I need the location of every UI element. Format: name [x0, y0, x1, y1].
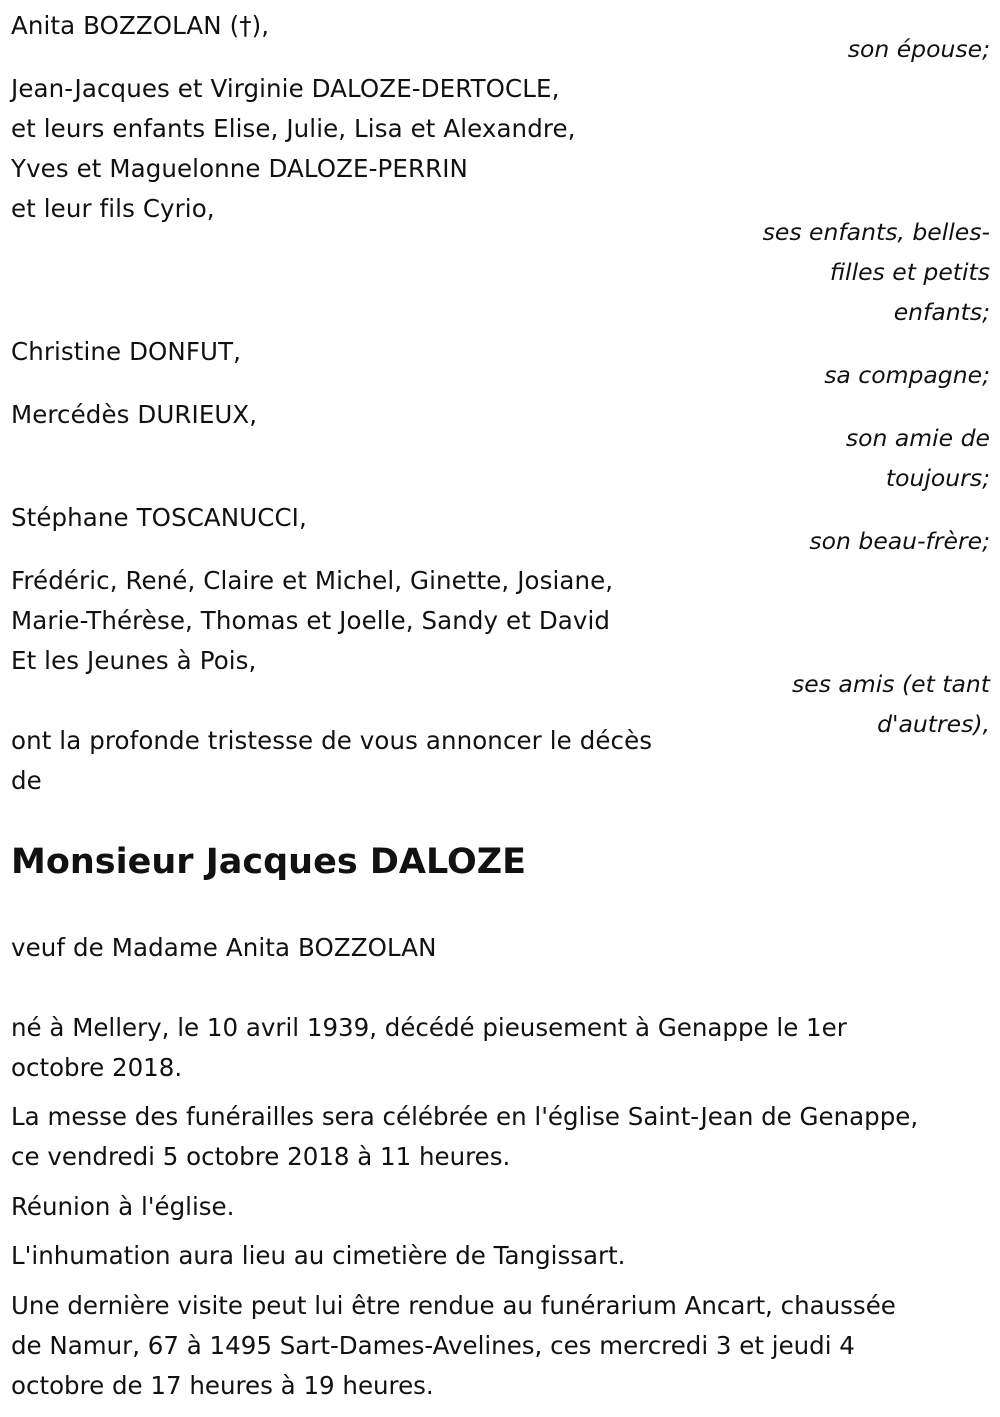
paragraph-line: La messe des funérailles sera célébrée en l'église Saint-Jean de Genappe, [11, 1102, 919, 1131]
family-line: Marie-Thérèse, Thomas et Joelle, Sandy et David [11, 606, 611, 635]
relation-label: son épouse; [847, 35, 990, 63]
relation-label: filles et petits [829, 258, 990, 286]
paragraph-line: octobre 2018. [11, 1053, 183, 1082]
paragraph-line: ce vendredi 5 octobre 2018 à 11 heures. [11, 1142, 511, 1171]
paragraph-line: Réunion à l'église. [11, 1192, 235, 1221]
visit-paragraph [11, 1286, 986, 1406]
announcement-line: de [11, 766, 42, 795]
birth-death-paragraph [11, 1008, 986, 1088]
announcement-line: ont la profonde tristesse de vous annoncer le décès [11, 726, 653, 755]
burial-paragraph [11, 1236, 986, 1276]
family-line: Stéphane TOSCANUCCI, [11, 503, 307, 532]
family-line: Frédéric, René, Claire et Michel, Ginette, Josiane, [11, 566, 614, 595]
paragraph-line: Une dernière visite peut lui être rendue au funérarium Ancart, chaussée [11, 1291, 896, 1320]
family-line: et leur fils Cyrio, [11, 194, 215, 223]
family-line: et leurs enfants Elise, Julie, Lisa et Alexandre, [11, 114, 576, 143]
relation-label: son beau-frère; [809, 527, 990, 555]
family-line: Et les Jeunes à Pois, [11, 646, 257, 675]
paragraph-line: octobre de 17 heures à 19 heures. [11, 1371, 434, 1400]
relation-label: ses amis (et tant [792, 670, 990, 698]
family-line: Anita BOZZOLAN (†), [11, 11, 270, 40]
family-line: Christine DONFUT, [11, 337, 242, 366]
family-line: Mercédès DURIEUX, [11, 400, 258, 429]
relation-label: ses enfants, belles- [762, 218, 990, 246]
relation-label: toujours; [885, 464, 990, 492]
widower-line: veuf de Madame Anita BOZZOLAN [11, 933, 437, 962]
paragraph-line: L'inhumation aura lieu au cimetière de Tangissart. [11, 1241, 626, 1270]
paragraph-line: né à Mellery, le 10 avril 1939, décédé pieusement à Genappe le 1er [11, 1013, 847, 1042]
paragraph-line: de Namur, 67 à 1495 Sart-Dames-Avelines, ces mercredi 3 et jeudi 4 [11, 1331, 855, 1360]
relation-label: d'autres), [877, 710, 990, 738]
meeting-paragraph [11, 1187, 986, 1227]
funeral-mass-paragraph [11, 1097, 986, 1177]
relation-label: son amie de [845, 424, 990, 452]
relation-label: enfants; [893, 298, 990, 326]
relation-label: sa compagne; [824, 361, 990, 389]
deceased-name: Monsieur Jacques DALOZE [11, 842, 527, 882]
family-line: Yves et Maguelonne DALOZE-PERRIN [11, 154, 468, 183]
family-line: Jean-Jacques et Virginie DALOZE-DERTOCLE, [11, 74, 560, 103]
